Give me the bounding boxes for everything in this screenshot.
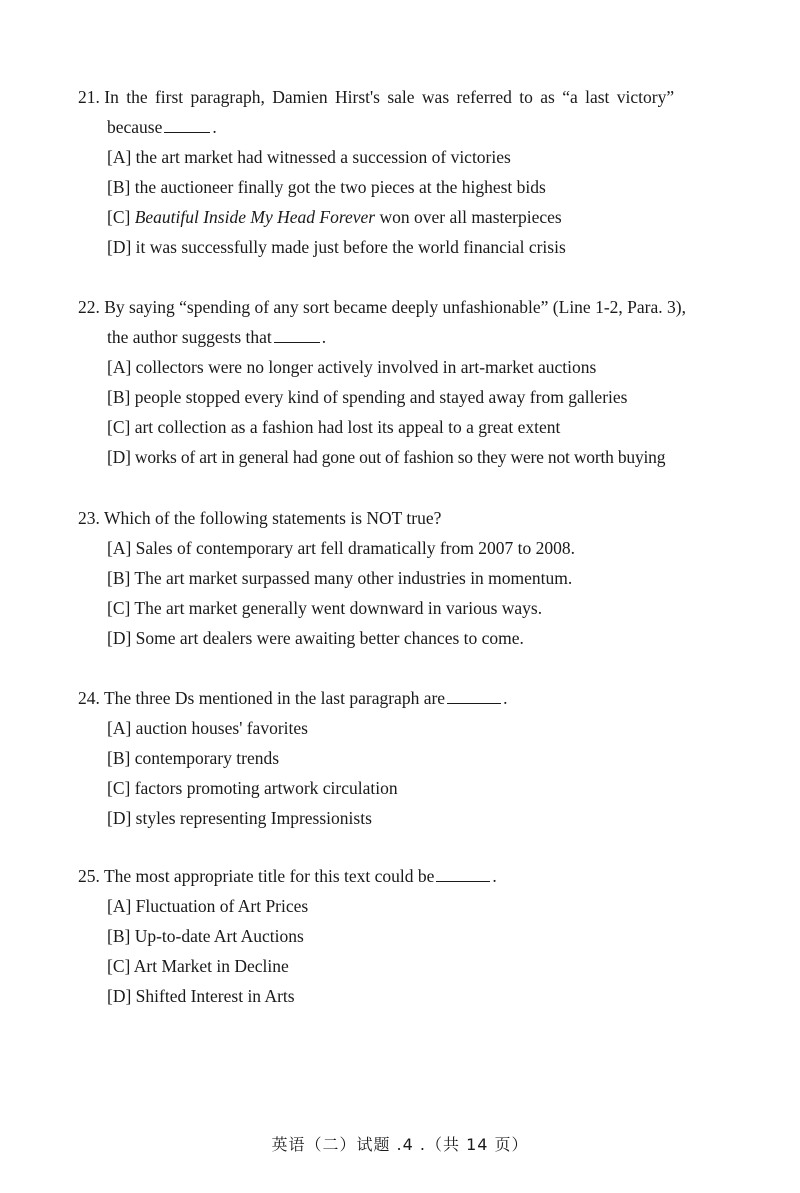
option-text: factors promoting artwork circulation xyxy=(134,778,398,798)
question-21 xyxy=(78,82,758,262)
option-text: it was successfully made just before the world financial crisis xyxy=(135,237,566,257)
option-text: Fluctuation of Art Prices xyxy=(135,896,309,916)
question-number: 22. xyxy=(78,297,100,317)
option-letter: [C] xyxy=(107,207,131,227)
question-25 xyxy=(78,861,758,1011)
stem-text: . xyxy=(321,327,327,347)
option-text: people stopped every kind of spending and stayed away from galleries xyxy=(134,387,628,407)
option-text: The art market generally went downward in various ways. xyxy=(134,598,543,618)
option-list xyxy=(78,533,758,653)
option-a xyxy=(78,142,758,172)
option-letter: [A] xyxy=(107,718,132,738)
stem-text: . xyxy=(492,866,497,886)
question-number: 24. xyxy=(78,688,100,708)
question-stem xyxy=(78,292,758,322)
option-text: contemporary trends xyxy=(134,748,280,768)
option-text: Shifted Interest in Arts xyxy=(135,986,295,1006)
stem-text: Which of the following statements is NOT true? xyxy=(103,508,442,528)
option-c xyxy=(78,773,758,803)
option-letter: [D] xyxy=(107,986,132,1006)
option-b xyxy=(78,563,758,593)
option-letter: [A] xyxy=(107,896,132,916)
question-stem xyxy=(78,82,758,112)
option-b xyxy=(78,172,758,202)
stem-text: . xyxy=(503,688,508,708)
option-letter: [A] xyxy=(107,147,132,167)
answer-blank xyxy=(274,326,320,343)
option-letter: [B] xyxy=(107,177,131,197)
question-stem xyxy=(78,861,758,891)
question-number: 25. xyxy=(78,866,100,886)
option-c xyxy=(78,593,758,623)
option-letter: [D] xyxy=(107,237,132,257)
page-footer: 英语（二）试题 .4 .（共 14 页） xyxy=(271,1135,529,1154)
stem-text: . xyxy=(212,117,217,137)
option-letter: [C] xyxy=(107,956,131,976)
option-c xyxy=(78,951,758,981)
option-letter: [B] xyxy=(107,926,131,946)
option-letter: [C] xyxy=(107,778,131,798)
option-letter: [C] xyxy=(107,417,131,437)
option-letter: [A] xyxy=(107,538,132,558)
option-c xyxy=(78,202,758,232)
question-stem xyxy=(78,683,758,713)
option-b xyxy=(78,382,758,412)
stem-text: the author suggests that xyxy=(107,327,272,347)
question-stem-continued xyxy=(78,112,758,142)
option-letter: [C] xyxy=(107,598,131,618)
option-text: Art Market in Decline xyxy=(133,956,289,976)
option-text: art collection as a fashion had lost its appeal to a great extent xyxy=(134,417,561,437)
option-text: The art market surpassed many other industries in momentum. xyxy=(134,568,573,588)
option-text: Up-to-date Art Auctions xyxy=(134,926,304,946)
stem-text: because xyxy=(107,117,163,137)
option-letter: [B] xyxy=(107,568,131,588)
answer-blank xyxy=(447,687,501,704)
option-letter: [D] xyxy=(107,628,132,648)
option-b xyxy=(78,743,758,773)
question-stem xyxy=(78,503,758,533)
stem-text: In the first paragraph, Damien Hirst's sale was referred to as “a last victory” xyxy=(104,87,675,107)
option-title-italic: Beautiful Inside My Head Forever xyxy=(134,207,376,227)
option-list xyxy=(78,891,758,1011)
option-text: collectors were no longer actively involved in art-market auctions xyxy=(135,357,597,377)
option-text: auction houses' favorites xyxy=(135,718,308,738)
question-24 xyxy=(78,683,758,833)
question-23 xyxy=(78,503,758,653)
stem-text: The most appropriate title for this text could be xyxy=(103,866,435,886)
option-list xyxy=(78,142,758,262)
option-text: works of art in general had gone out of fashion so they were not worth buying xyxy=(134,447,666,467)
option-text: the art market had witnessed a succession of victories xyxy=(135,147,511,167)
option-d xyxy=(78,232,758,262)
option-a xyxy=(78,713,758,743)
option-letter: [D] xyxy=(107,808,132,828)
option-d xyxy=(78,442,758,472)
option-c xyxy=(78,412,758,442)
option-letter: [D] xyxy=(107,447,131,467)
option-d xyxy=(78,623,758,653)
stem-text: By saying “spending of any sort became deeply unfashionable” (Line 1-2, Para. 3), xyxy=(104,297,686,317)
option-text: Some art dealers were awaiting better chances to come. xyxy=(135,628,524,648)
option-letter: [B] xyxy=(107,387,131,407)
option-text: the auctioneer finally got the two pieces at the highest bids xyxy=(134,177,546,197)
answer-blank xyxy=(436,865,490,882)
option-a xyxy=(78,352,758,382)
option-letter: [A] xyxy=(107,357,132,377)
option-letter: [B] xyxy=(107,748,131,768)
option-list xyxy=(78,713,758,833)
stem-text: The three Ds mentioned in the last paragraph are xyxy=(103,688,446,708)
option-a xyxy=(78,533,758,563)
question-stem-continued xyxy=(78,322,758,352)
option-d xyxy=(78,981,758,1011)
option-list xyxy=(78,352,758,472)
option-b xyxy=(78,921,758,951)
option-text: Sales of contemporary art fell dramatically from 2007 to 2008. xyxy=(135,538,575,558)
option-d xyxy=(78,803,758,833)
option-text: won over all masterpieces xyxy=(379,207,562,227)
answer-blank xyxy=(164,116,210,133)
question-number: 21. xyxy=(78,87,100,107)
option-a xyxy=(78,891,758,921)
question-number: 23. xyxy=(78,508,100,528)
question-22 xyxy=(78,292,758,472)
option-text: styles representing Impressionists xyxy=(135,808,372,828)
